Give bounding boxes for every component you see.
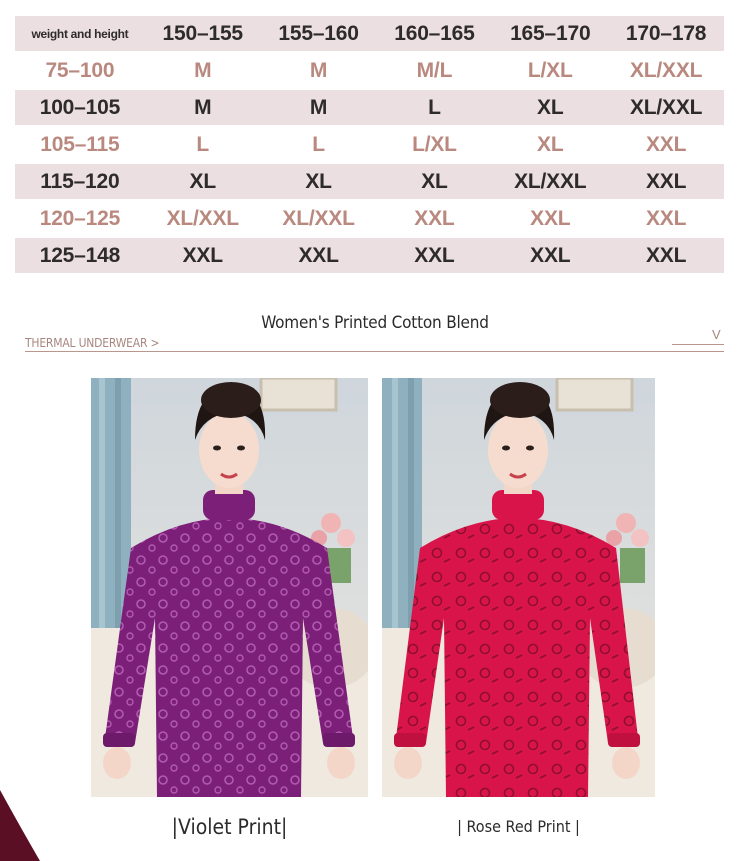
size-chart-row	[15, 238, 724, 273]
size-cell: XL/XXL	[629, 95, 703, 119]
size-cell: L	[312, 132, 325, 156]
size-cell: XXL	[645, 169, 687, 193]
size-cell: XL	[537, 132, 564, 156]
height-range-header: 160–165	[394, 21, 475, 45]
size-cell: XXL	[645, 132, 687, 156]
product-caption-rose-red: | Rose Red Print |	[457, 817, 580, 836]
size-cell: L	[428, 95, 441, 119]
size-cell: XL/XXL	[629, 58, 703, 82]
weight-range-cell: 75–100	[45, 58, 115, 82]
size-chart-row	[15, 90, 724, 125]
category-breadcrumb[interactable]: THERMAL UNDERWEAR >	[25, 336, 160, 350]
height-range-header: 165–170	[510, 21, 591, 45]
size-cell: XXL	[182, 243, 223, 267]
height-range-header: 170–178	[625, 21, 707, 45]
size-cell: XXL	[530, 206, 571, 230]
size-chart-row	[15, 127, 724, 162]
right-underline-divider	[672, 344, 724, 345]
size-chart-row	[15, 201, 724, 236]
size-chart-table	[15, 16, 724, 275]
size-cell: M	[309, 58, 328, 82]
size-chart-row	[15, 164, 724, 199]
weight-range-cell: 115–120	[40, 169, 120, 193]
size-chart-header-row	[15, 16, 724, 51]
size-chart-header-label: weight and height	[31, 26, 129, 41]
size-cell: XXL	[414, 206, 455, 230]
product-photo-rose-red-illustration	[382, 378, 655, 797]
height-range-header: 155–160	[278, 21, 359, 45]
size-cell: XXL	[298, 243, 339, 267]
size-cell: XL/XXL	[514, 169, 587, 193]
weight-range-cell: 125–148	[39, 243, 121, 267]
size-cell: XL/XXL	[166, 206, 239, 230]
size-cell: XL	[421, 169, 448, 193]
product-caption-violet: |Violet Print|	[171, 815, 288, 839]
size-cell: M	[194, 58, 212, 82]
weight-range-cell: 100–105	[39, 95, 121, 119]
size-chart-row	[15, 53, 724, 88]
corner-decoration	[0, 790, 40, 861]
product-photo-violet-illustration	[91, 378, 368, 797]
size-cell: L/XL	[527, 58, 573, 82]
size-cell: L/XL	[412, 132, 457, 156]
size-cell: M	[309, 95, 328, 119]
weight-range-cell: 105–115	[40, 132, 120, 156]
height-range-header: 150–155	[162, 21, 243, 45]
size-cell: XXL	[645, 243, 687, 267]
section-divider	[25, 351, 724, 352]
size-cell: XL	[189, 169, 216, 193]
size-cell: XL	[537, 95, 564, 119]
size-cell: XL	[305, 169, 332, 193]
size-cell: M/L	[416, 58, 453, 82]
weight-range-cell: 120–125	[39, 206, 121, 230]
size-cell: M	[194, 95, 212, 119]
size-cell: XXL	[645, 206, 687, 230]
size-cell: XL/XXL	[282, 206, 355, 230]
size-cell: L	[196, 132, 210, 156]
section-title: Women's Printed Cotton Blend	[261, 313, 489, 333]
section-right-mark: V	[712, 327, 721, 342]
size-cell: XXL	[530, 243, 571, 267]
product-photo-violet[interactable]	[91, 378, 368, 797]
size-cell: XXL	[414, 243, 455, 267]
product-photo-rose-red[interactable]	[382, 378, 655, 797]
